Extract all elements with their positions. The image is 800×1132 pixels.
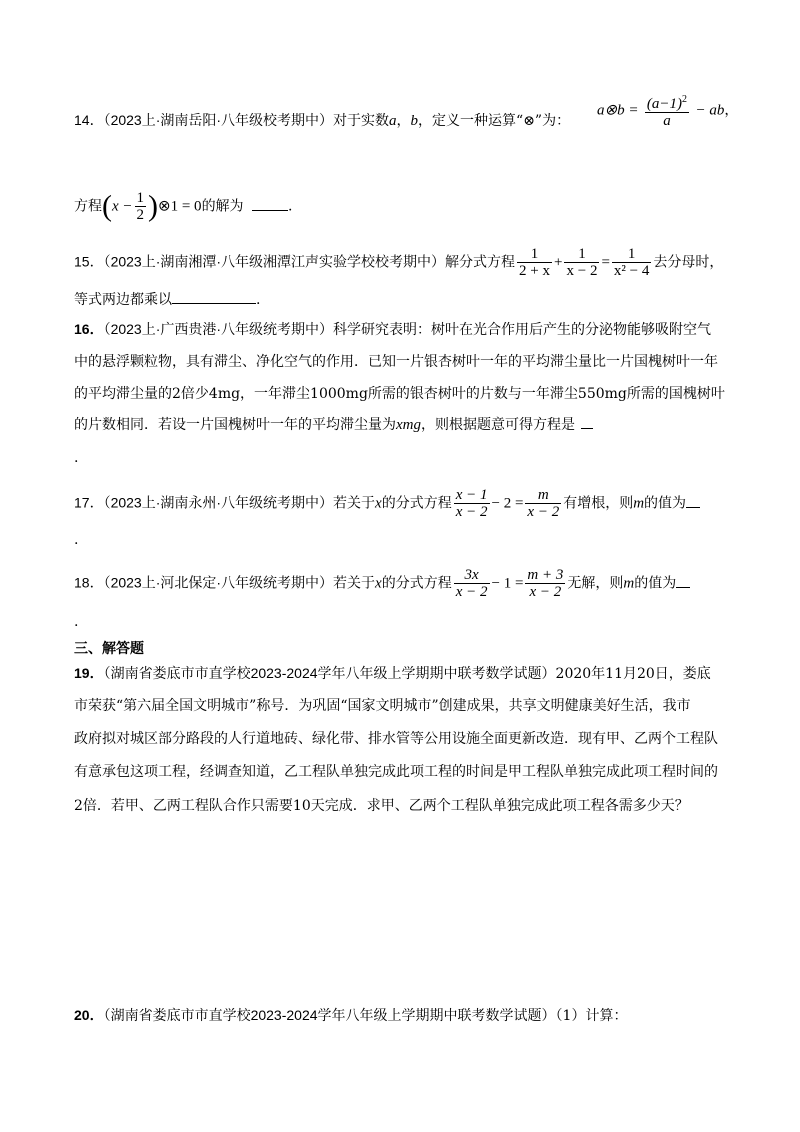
fraction-denominator: 2 bbox=[136, 207, 145, 223]
formula-numerator: (a−1) bbox=[646, 96, 683, 112]
question-text: ，定义一种运算“⊗”为： bbox=[418, 113, 571, 129]
equals-sign: = bbox=[601, 254, 610, 271]
period: . bbox=[74, 450, 79, 466]
answer-blank[interactable] bbox=[252, 196, 288, 211]
question-text: 若关于 bbox=[333, 495, 376, 512]
plus-sign: + bbox=[554, 254, 563, 271]
question-text: 科学研究表明：树叶在光合作用后产生的分泌物能够吸附空气 bbox=[333, 322, 712, 338]
question-text: 2倍．若甲、乙两工程队合作只需要10天完成．求甲、乙两个工程队单独完成此项工程各需多少天？ bbox=[74, 798, 689, 814]
question-text: 对于实数 bbox=[333, 113, 390, 129]
formula-exponent: 2 bbox=[682, 94, 688, 105]
question-text: 政府拟对城区部分路段的人行道地砖、绿化带、排水管等公用设施全面更新改造．现有甲、乙两个工程队 bbox=[74, 731, 718, 747]
q18-line-1 bbox=[74, 567, 690, 600]
fraction-numerator: 1 bbox=[612, 246, 651, 263]
comma: ， bbox=[396, 113, 411, 129]
q20-line-1 bbox=[74, 1005, 627, 1026]
fraction-2 bbox=[525, 567, 565, 600]
fraction-1 bbox=[517, 246, 552, 279]
question-number: 17． bbox=[74, 494, 104, 511]
question-number: 15． bbox=[74, 253, 104, 270]
period: . bbox=[288, 198, 293, 215]
fraction-numerator: m + 3 bbox=[527, 567, 564, 583]
q15-line-1 bbox=[74, 246, 723, 279]
answer-blank[interactable] bbox=[172, 289, 256, 304]
question-source: （2023上·河北保定·八年级统考期中） bbox=[103, 574, 334, 591]
question-text: 的分式方程 bbox=[381, 495, 452, 512]
fraction-1 bbox=[454, 487, 490, 520]
q16-line-2 bbox=[74, 352, 718, 372]
q14-line-2 bbox=[74, 190, 292, 223]
question-text: 方程 bbox=[74, 198, 102, 215]
q17-line-1 bbox=[74, 487, 700, 520]
formula-denominator: a bbox=[663, 113, 671, 129]
q16-end bbox=[74, 448, 78, 468]
question-source: （2023上·湖南永州·八年级统考期中） bbox=[103, 494, 334, 511]
fraction-numerator: 1 bbox=[564, 246, 599, 263]
var-x: x bbox=[375, 495, 382, 512]
question-text: 的值为 bbox=[634, 575, 677, 592]
question-number: 14． bbox=[74, 112, 104, 128]
answer-blank[interactable] bbox=[686, 493, 700, 508]
question-text: 的分式方程 bbox=[381, 575, 452, 592]
period: . bbox=[74, 614, 79, 630]
fraction-denominator: x − 2 bbox=[527, 504, 560, 520]
q19-line-3 bbox=[74, 729, 718, 749]
question-number: 20． bbox=[74, 1007, 104, 1023]
fraction-numerator: 1 bbox=[517, 246, 552, 263]
q19-line-1 bbox=[74, 663, 711, 684]
fraction-numerator: x − 1 bbox=[455, 487, 488, 503]
question-source: （2023上·湖南湘潭·八年级湘潭江声实验学校校考期中） bbox=[103, 253, 446, 270]
fraction-denominator: x² − 4 bbox=[613, 263, 650, 279]
question-source: （2023上·广西贵港·八年级统考期中） bbox=[103, 321, 334, 337]
question-source: （湖南省娄底市市直学校2023-2024学年八年级上学期期中联考数学试题） bbox=[103, 1007, 556, 1023]
var-a: a bbox=[389, 113, 397, 129]
question-text: ，则根据题意可得方程是 bbox=[421, 417, 575, 433]
fraction-1 bbox=[454, 567, 490, 600]
formula-lhs: a⊗b = bbox=[597, 102, 639, 119]
formula-tail: − ab bbox=[695, 102, 725, 119]
question-source: （湖南省娄底市市直学校2023-2024学年八年级上学期期中联考数学试题） bbox=[103, 665, 556, 681]
q19-line-4 bbox=[74, 762, 718, 782]
q18-end bbox=[74, 612, 78, 632]
half-fraction bbox=[135, 190, 147, 223]
fraction-numerator: m bbox=[525, 487, 561, 504]
equation-tail: ⊗1 = 0 bbox=[158, 198, 202, 215]
q19-line-2 bbox=[74, 696, 691, 716]
q15-line-2 bbox=[74, 289, 260, 310]
variable-xmg: xmg bbox=[396, 417, 421, 433]
equation-middle: − 2 = bbox=[491, 495, 524, 512]
q14-formula bbox=[597, 92, 738, 129]
fraction-denominator: 2 + x bbox=[519, 263, 551, 279]
fraction-2 bbox=[564, 246, 599, 279]
question-number: 19． bbox=[74, 665, 104, 681]
fraction-denominator: x − 2 bbox=[455, 584, 488, 600]
question-number: 16． bbox=[74, 321, 104, 337]
question-text: 的值为 bbox=[644, 495, 687, 512]
q16-line-3 bbox=[74, 384, 725, 404]
question-text: 解分式方程 bbox=[445, 254, 516, 271]
question-text: 的平均滞尘量的2倍少4mg，一年滞尘1000mg所需的银杏树叶的片数与一年滞尘550mg所需的国槐树叶 bbox=[74, 386, 725, 402]
question-text: 中的悬浮颗粒物，具有滞尘、净化空气的作用．已知一片银杏树叶一年的平均滞尘量比一片国槐树叶一年 bbox=[74, 354, 718, 370]
question-text: 若关于 bbox=[333, 575, 376, 592]
fraction-denominator: x − 2 bbox=[566, 263, 598, 279]
fraction-denominator: x − 2 bbox=[529, 584, 562, 600]
fraction-numerator: 3x bbox=[454, 567, 490, 584]
q16-line-4 bbox=[74, 414, 593, 435]
fraction-3 bbox=[612, 246, 651, 279]
question-number: 18． bbox=[74, 574, 104, 591]
formula-fraction bbox=[645, 92, 689, 129]
period: . bbox=[256, 292, 261, 308]
question-text: 等式两边都乘以 bbox=[74, 292, 172, 308]
q19-line-5 bbox=[74, 796, 689, 816]
comma: ， bbox=[724, 102, 739, 119]
equation-x: x − bbox=[112, 198, 133, 215]
question-text: 2020年11月20日，娄底 bbox=[555, 666, 711, 682]
q14-line-1 bbox=[74, 110, 570, 131]
q16-line-1 bbox=[74, 319, 711, 340]
fraction-2 bbox=[525, 487, 561, 520]
right-paren: ) bbox=[148, 189, 159, 223]
left-paren: ( bbox=[102, 189, 112, 223]
question-text: 无解，则 bbox=[567, 575, 624, 592]
fraction-numerator: 1 bbox=[136, 190, 145, 206]
var-x: x bbox=[375, 575, 382, 592]
question-source: （2023上·湖南岳阳·八年级校考期中） bbox=[103, 112, 334, 128]
answer-blank[interactable] bbox=[676, 573, 690, 588]
answer-blank[interactable] bbox=[581, 414, 593, 429]
question-text: 去分母时， bbox=[653, 254, 724, 271]
question-text: 市荣获“第六届全国文明城市”称号．为巩固“国家文明城市”创建成果，共享文明健康美好生活，我市 bbox=[74, 698, 691, 714]
var-b: b bbox=[410, 113, 419, 129]
var-m: m bbox=[633, 495, 645, 512]
question-text: 的解为 bbox=[201, 198, 244, 215]
fraction-denominator: x − 2 bbox=[455, 504, 488, 520]
var-m: m bbox=[623, 575, 635, 592]
question-text: 的片数相同．若设一片国槐树叶一年的平均滞尘量为 bbox=[74, 417, 396, 433]
question-text: 有增根，则 bbox=[563, 495, 634, 512]
q17-end bbox=[74, 530, 78, 550]
equation-middle: − 1 = bbox=[491, 575, 524, 592]
question-text: 有意承包这项工程，经调查知道，乙工程队单独完成此项工程的时间是甲工程队单独完成此项工程时间的 bbox=[74, 764, 718, 780]
period: . bbox=[74, 532, 79, 548]
question-text: （1）计算： bbox=[555, 1008, 628, 1024]
section-title: 三、解答题 bbox=[74, 641, 144, 657]
